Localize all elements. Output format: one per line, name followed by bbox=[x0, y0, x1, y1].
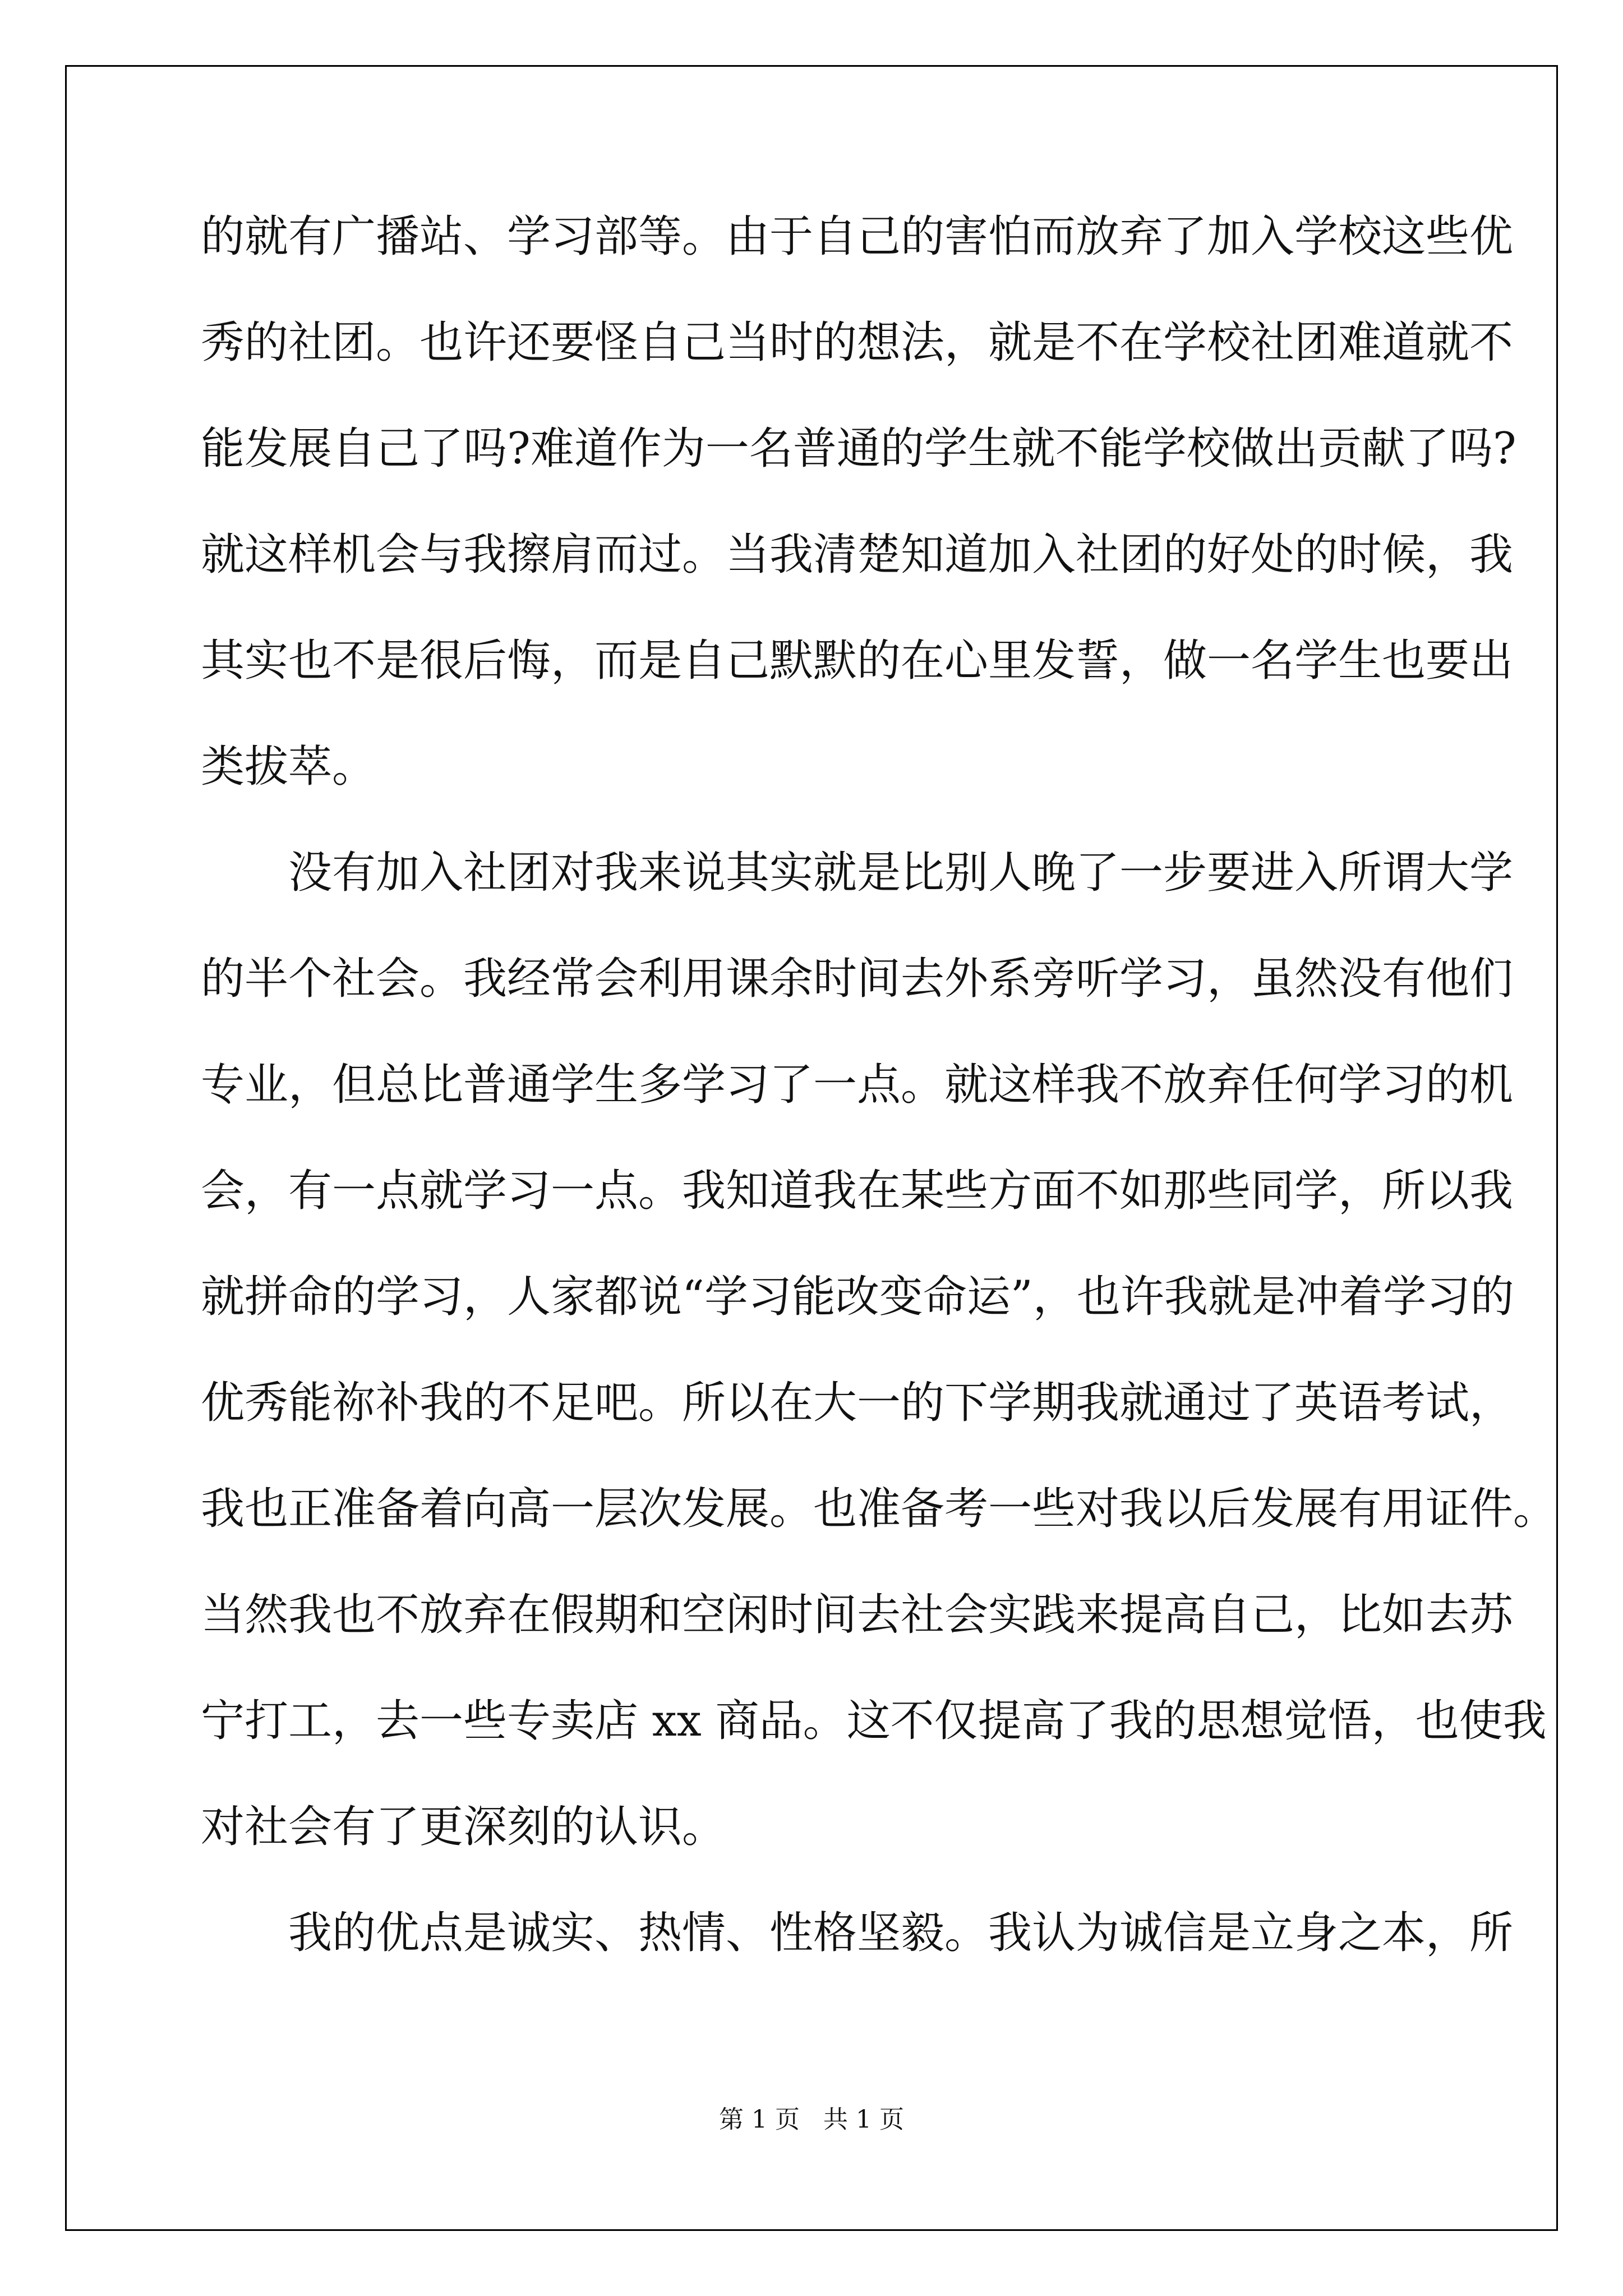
text-line: 就拼命的学习，人家都说“学习能改变命运”，也许我就是冲着学习的 bbox=[201, 1272, 1514, 1322]
text-line: 秀的社团。也许还要怪自己当时的想法，就是不在学校社团难道就不 bbox=[201, 318, 1514, 368]
text-line: 的半个社会。我经常会利用课余时间去外系旁听学习，虽然没有他们 bbox=[201, 954, 1514, 1004]
text-line: 其实也不是很后悔，而是自己默默的在心里发誓，做一名学生也要出 bbox=[201, 636, 1514, 686]
text-line: 当然我也不放弃在假期和空闲时间去社会实践来提高自己，比如去苏 bbox=[201, 1590, 1514, 1640]
text-line: 的就有广播站、学习部等。由于自己的害怕而放弃了加入学校这些优 bbox=[201, 211, 1514, 262]
text-line: 宁打工，去一些专卖店 xx 商品。这不仅提高了我的思想觉悟，也使我 bbox=[201, 1696, 1547, 1746]
text-line: 就这样机会与我擦肩而过。当我清楚知道加入社团的好处的时候，我 bbox=[201, 530, 1514, 580]
text-line: 优秀能祢补我的不足吧。所以在大一的下学期我就通过了英语考试， bbox=[201, 1378, 1514, 1428]
text-line: 类拔萃。 bbox=[201, 742, 376, 792]
text-line: 我也正准备着向高一层次发展。也准备考一些对我以后发展有用证件。 bbox=[201, 1484, 1557, 1534]
paragraph-first-line: 我的优点是诚实、热情、性格坚毅。我认为诚信是立身之本，所 bbox=[288, 1908, 1514, 1958]
text-line: 对社会有了更深刻的认识。 bbox=[201, 1802, 726, 1852]
text-line: 专业，但总比普通学生多学习了一点。就这样我不放弃任何学习的机 bbox=[201, 1060, 1514, 1110]
paragraph-first-line: 没有加入社团对我来说其实就是比别人晚了一步要进入所谓大学 bbox=[288, 848, 1514, 898]
text-line: 会，有一点就学习一点。我知道我在某些方面不如那些同学，所以我 bbox=[201, 1166, 1514, 1216]
text-line: 能发展自己了吗?难道作为一名普通的学生就不能学校做出贡献了吗? bbox=[201, 424, 1516, 474]
page-footer: 第 1 页 共 1 页 bbox=[719, 2105, 904, 2134]
